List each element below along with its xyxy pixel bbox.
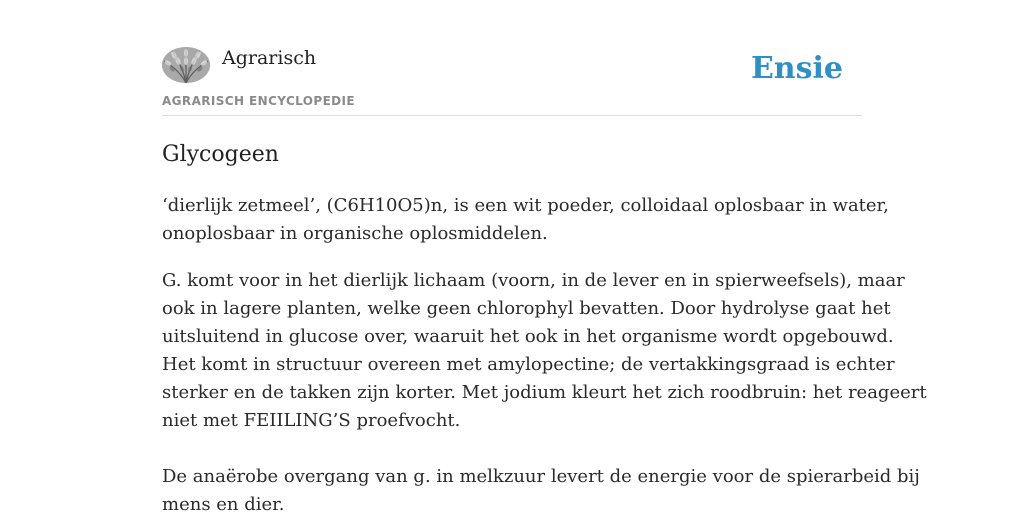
article-paragraph bbox=[162, 192, 889, 248]
site-header bbox=[162, 0, 862, 116]
paragraph-line: sterker en de takken zijn korter. Met jodium kleurt het zich roodbruin: het reageert bbox=[162, 382, 927, 403]
paragraph-line: De anaërobe overgang van g. in melkzuur levert de energie voor de spierarbeid bij bbox=[162, 466, 920, 487]
paragraph-line: niet met FEIILING’S proefvocht. bbox=[162, 410, 461, 431]
article-paragraph bbox=[162, 463, 920, 512]
article-body bbox=[162, 192, 927, 512]
paragraph-line: ook in lagere planten, welke geen chlorophyl bevatten. Door hydrolyse gaat het bbox=[162, 298, 891, 319]
paragraph-line: onoplosbaar in organische oplosmiddelen. bbox=[162, 223, 548, 244]
brand-logo[interactable]: Ensie bbox=[750, 51, 843, 86]
paragraph-line: ‘dierlijk zetmeel’, (C6H10O5)n, is een wit poeder, colloidaal oplosbaar in water, bbox=[162, 195, 889, 216]
paragraph-line: mens en dier. bbox=[162, 494, 285, 512]
paragraph-line: uitsluitend in glucose over, waaruit het ook in het organisme wordt opgebouwd. bbox=[162, 326, 894, 347]
article-paragraph bbox=[162, 267, 927, 435]
wheat-logo-icon[interactable] bbox=[162, 47, 210, 83]
paragraph-line: G. komt voor in het dierlijk lichaam (voorn, in de lever en in spierweefsels), maar bbox=[162, 270, 905, 291]
source-name[interactable]: Agrarisch bbox=[222, 47, 317, 69]
source-subtitle[interactable]: AGRARISCH ENCYCLOPEDIE bbox=[162, 94, 355, 108]
article-title: Glycogeen bbox=[162, 142, 279, 167]
paragraph-line: Het komt in structuur overeen met amylopectine; de vertakkingsgraad is echter bbox=[162, 354, 895, 375]
